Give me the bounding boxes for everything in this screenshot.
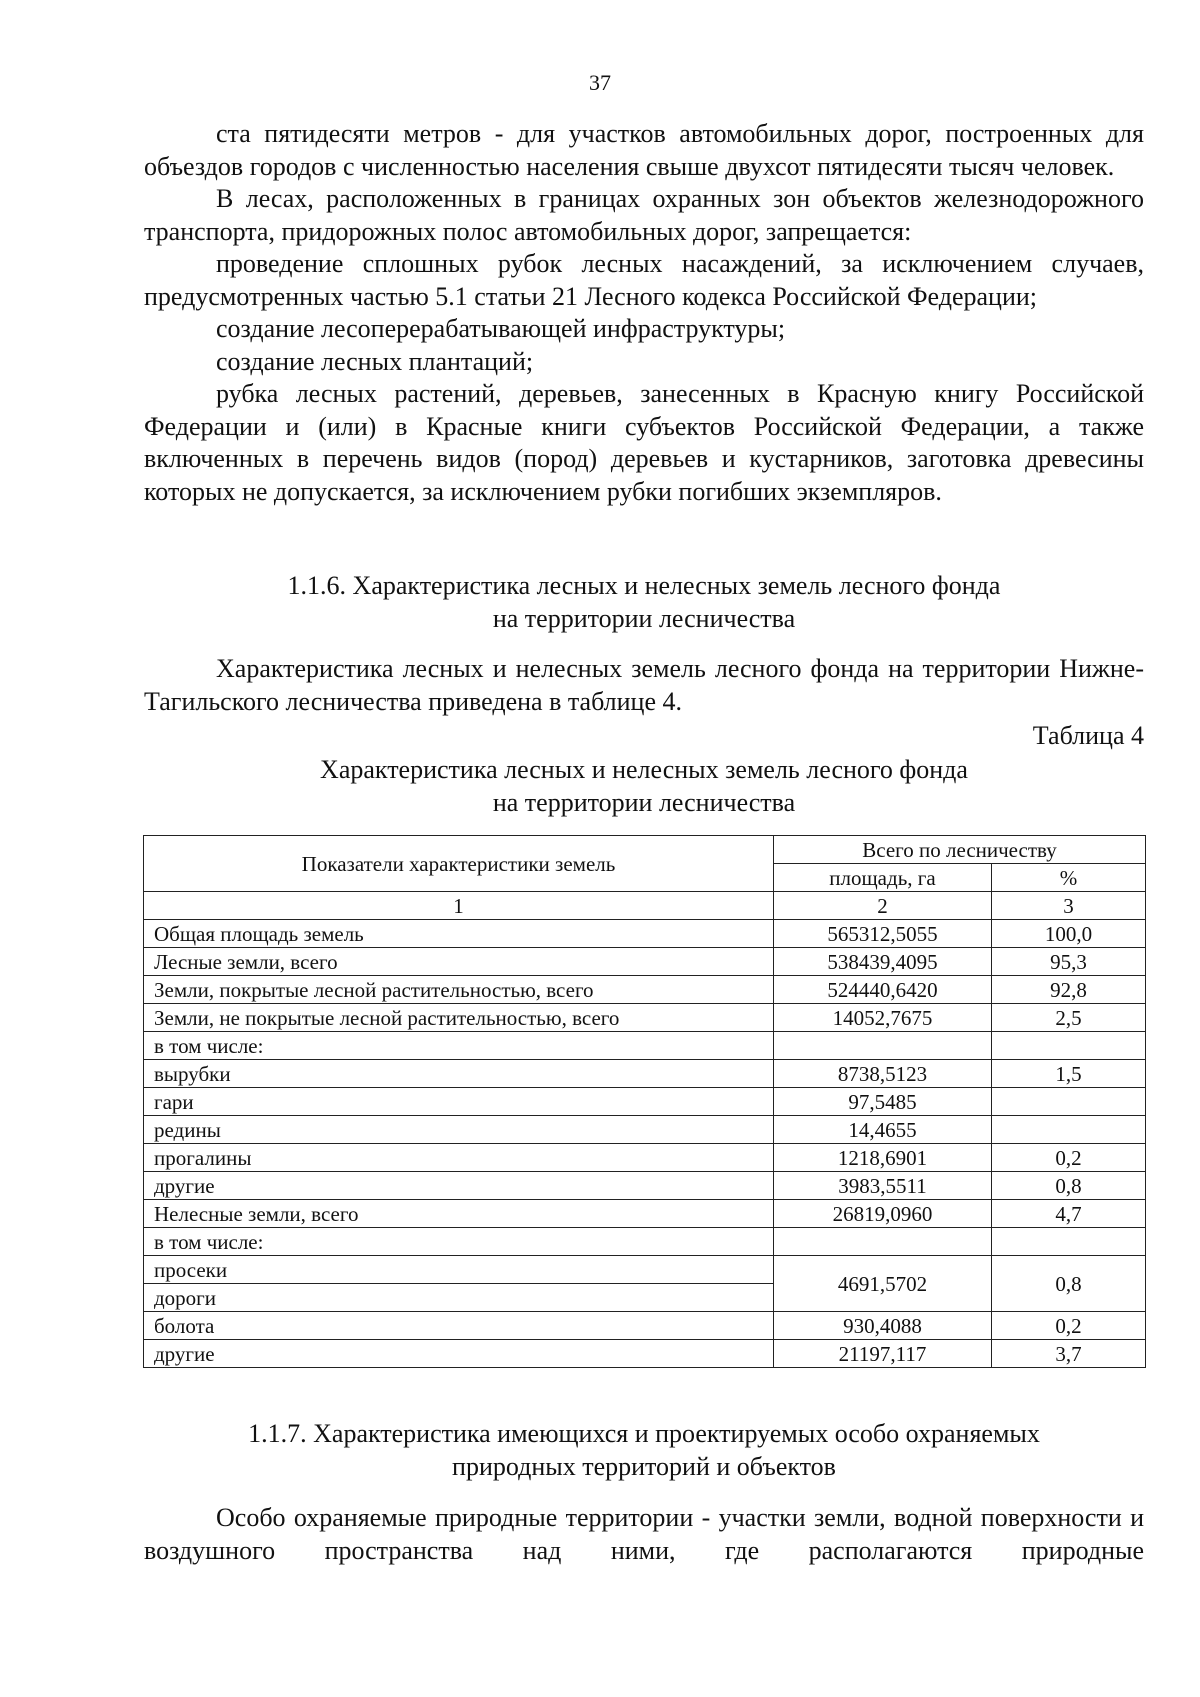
table-row [144, 920, 1146, 948]
paragraph: создание лесоперерабатывающей инфраструктуры; [216, 314, 786, 343]
top-text-block [144, 118, 1144, 508]
row-name: Земли, покрытые лесной растительностью, всего [144, 976, 774, 1004]
row-area: 1218,6901 [774, 1144, 992, 1172]
table-label: Таблица 4 [1032, 721, 1144, 750]
row-percent: 0,2 [992, 1144, 1146, 1172]
section-heading-116 [144, 570, 1144, 635]
row-area: 524440,6420 [774, 976, 992, 1004]
heading-line: на территории лесничества [492, 603, 796, 633]
row-percent: 92,8 [992, 976, 1146, 1004]
row-name: Лесные земли, всего [144, 948, 774, 976]
heading-line: 1.1.6. Характеристика лесных и нелесных земель лесного фонда [287, 571, 1001, 600]
paragraph: В лесах, расположенных в границах охранных зон объектов железнодорожного транспорта, придорожных полос автомобильных дорог, запрещается: [144, 184, 1144, 246]
header-col-number: 1 [144, 892, 774, 920]
table-title-line: на территории лесничества [492, 787, 796, 817]
row-name: дороги [144, 1284, 774, 1312]
row-percent [992, 1228, 1146, 1256]
paragraph: Характеристика лесных и нелесных земель лесного фонда на территории Нижне-Тагильского лесничества приведена в таблице 4. [144, 654, 1144, 716]
land-characteristics-table [143, 835, 1146, 1368]
row-area: 565312,5055 [774, 920, 992, 948]
header-area: площадь, га [774, 864, 992, 892]
row-name: болота [144, 1312, 774, 1340]
heading-line: природных территорий и объектов [452, 1451, 836, 1481]
row-percent: 100,0 [992, 920, 1146, 948]
row-area: 14,4655 [774, 1116, 992, 1144]
table-row [144, 1060, 1146, 1088]
table-row [144, 1172, 1146, 1200]
row-percent: 0,8 [992, 1172, 1146, 1200]
section-116-text [144, 653, 1144, 718]
header-indicators: Показатели характеристики земель [144, 836, 774, 892]
row-area: 14052,7675 [774, 1004, 992, 1032]
row-area: 538439,4095 [774, 948, 992, 976]
header-col-number: 3 [992, 892, 1146, 920]
row-percent: 3,7 [992, 1340, 1146, 1368]
row-name: другие [144, 1172, 774, 1200]
row-percent [992, 1116, 1146, 1144]
table-title-line: Характеристика лесных и нелесных земель лесного фонда [320, 755, 968, 784]
row-area: 26819,0960 [774, 1200, 992, 1228]
row-name: Земли, не покрытые лесной растительностью, всего [144, 1004, 774, 1032]
row-percent: 2,5 [992, 1004, 1146, 1032]
page-number: 37 [589, 70, 611, 95]
row-name: в том числе: [144, 1228, 774, 1256]
row-area: 21197,117 [774, 1340, 992, 1368]
row-name: Общая площадь земель [144, 920, 774, 948]
section-117-text [144, 1502, 1144, 1567]
table-row [144, 1004, 1146, 1032]
section-heading-117 [144, 1418, 1144, 1483]
header-col-number: 2 [774, 892, 992, 920]
row-name: прогалины [144, 1144, 774, 1172]
row-percent [992, 1032, 1146, 1060]
table-title [144, 754, 1144, 819]
row-name: гари [144, 1088, 774, 1116]
table-row [144, 1200, 1146, 1228]
row-percent: 1,5 [992, 1060, 1146, 1088]
row-percent [992, 1088, 1146, 1116]
row-name: другие [144, 1340, 774, 1368]
header-percent: % [992, 864, 1146, 892]
table-row [144, 1116, 1146, 1144]
table-row [144, 948, 1146, 976]
table-row [144, 976, 1146, 1004]
row-percent: 95,3 [992, 948, 1146, 976]
table-row [144, 1144, 1146, 1172]
row-area: 97,5485 [774, 1088, 992, 1116]
row-name: просеки [144, 1256, 774, 1284]
row-name: Нелесные земли, всего [144, 1200, 774, 1228]
table-row [144, 1312, 1146, 1340]
row-area [774, 1032, 992, 1060]
paragraph: создание лесных плантаций; [216, 346, 534, 376]
table-row [144, 1228, 1146, 1256]
merged-area: 4691,5702 [774, 1256, 992, 1312]
paragraph: проведение сплошных рубок лесных насаждений, за исключением случаев, предусмотренных частью 5.1 статьи 21 Лесного кодекса Российской Федерации; [144, 249, 1144, 311]
merged-percent: 0,8 [992, 1256, 1146, 1312]
row-area: 3983,5511 [774, 1172, 992, 1200]
row-percent: 0,2 [992, 1312, 1146, 1340]
row-name: в том числе: [144, 1032, 774, 1060]
header-total: Всего по лесничеству [774, 836, 1146, 864]
heading-line: 1.1.7. Характеристика имеющихся и проектируемых особо охраняемых [248, 1419, 1040, 1448]
table-row [144, 1032, 1146, 1060]
paragraph: ста пятидесяти метров - для участков автомобильных дорог, построенных для объездов городов с численностью населения свыше двухсот пятидесяти тысяч человек. [144, 119, 1144, 181]
row-name: редины [144, 1116, 774, 1144]
paragraph: рубка лесных растений, деревьев, занесенных в Красную книгу Российской Федерации и (или) в Красные книги субъектов Российской Федерации, а также включенных в перечень видов (пород) деревьев и кустарников, заготовка древесины которых не допускается, за исключением рубки погибших экземпляров. [144, 379, 1144, 506]
row-percent: 4,7 [992, 1200, 1146, 1228]
row-name: вырубки [144, 1060, 774, 1088]
table-row [144, 1088, 1146, 1116]
row-area: 930,4088 [774, 1312, 992, 1340]
table-row [144, 1340, 1146, 1368]
table-row [144, 1256, 1146, 1284]
row-area [774, 1228, 992, 1256]
paragraph: Особо охраняемые природные территории - участки земли, водной поверхности и воздушного пространства над ними, где располагаются природные [144, 1503, 1144, 1565]
row-area: 8738,5123 [774, 1060, 992, 1088]
